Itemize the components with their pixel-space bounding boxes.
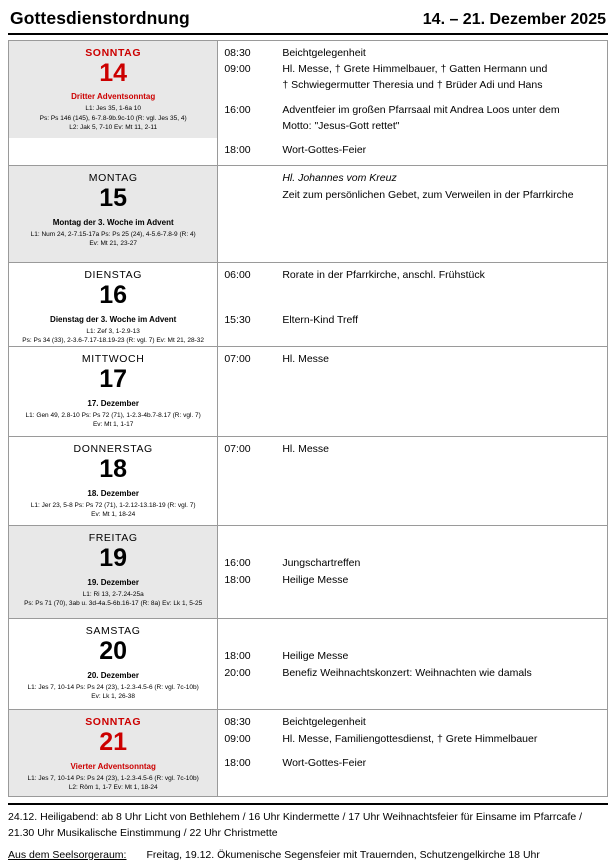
- event-time: 07:00: [224, 443, 251, 456]
- day-of-week: SAMSTAG: [85, 625, 141, 638]
- reading-l2: L2: Jak 5, 7-10: [69, 124, 113, 132]
- pastoral-area-label: Aus dem Seelsorgeraum:: [8, 848, 127, 861]
- reading-ev: Ev: Mt 1, 18-24: [113, 783, 158, 791]
- reading-l2-ev: [15, 123, 211, 132]
- event-item: [224, 103, 603, 118]
- page-title: Gottesdienstordnung: [10, 8, 190, 28]
- event-item: [224, 442, 603, 457]
- event-item: [224, 46, 603, 61]
- reading-ps: Ps: Ps 72 (71), 1-2.3-4b.7-8.17 (R: vgl. 7): [81, 411, 201, 419]
- reading-ps: Ps: Ps 146 (145), 6-7.8-9b.9c-10 (R: vgl. Jes 35, 4): [39, 114, 187, 122]
- event-text: Adventfeier im großen Pfarrsaal mit Andrea Loos unter dem: [282, 103, 560, 116]
- event-time: 06:00: [224, 269, 251, 282]
- readings-block: [13, 590, 213, 609]
- reading-l1: L1: Num 24, 2-7.15-17a: [30, 230, 100, 238]
- day-cell: [9, 263, 218, 347]
- reading-l2-ev: [15, 783, 211, 792]
- day-number: 16: [99, 281, 128, 310]
- table-row: [9, 166, 608, 263]
- event-time: 16:00: [224, 557, 251, 570]
- readings-block: [13, 230, 213, 249]
- feast-label: Dritter Adventsonntag: [71, 92, 156, 102]
- day-cell: [9, 437, 218, 526]
- table-row: [9, 41, 608, 166]
- event-text: Wort-Gottes-Feier: [282, 144, 367, 157]
- reading-l1: L1: Gen 49, 2.8-10: [25, 411, 80, 419]
- event-item: [224, 732, 603, 747]
- table-row: [9, 437, 608, 526]
- event-time: 18:00: [224, 756, 251, 769]
- event-time: 16:00: [224, 103, 251, 116]
- events-cell: [218, 347, 608, 437]
- reading-ev: Ev: Mt 1, 1-17: [92, 420, 134, 428]
- reading-ps-ev: [15, 599, 211, 608]
- events-cell: [218, 41, 608, 166]
- day-cell: [9, 166, 218, 263]
- day-number: 19: [99, 544, 128, 573]
- events-list: [218, 166, 607, 226]
- event-text: Heilige Messe: [282, 573, 349, 586]
- events-list: [218, 347, 607, 407]
- readings-block: [13, 327, 213, 346]
- event-time: 09:00: [224, 732, 251, 745]
- reading-l1-ps: [15, 501, 211, 510]
- reading-l1: L1: Jes 7, 10-14: [27, 683, 75, 691]
- day-number: 17: [99, 365, 128, 394]
- event-time: 08:30: [224, 47, 251, 59]
- event-text: Heilige Messe: [282, 650, 349, 663]
- day-cell: [9, 710, 218, 797]
- event-item: [224, 573, 603, 588]
- feast-label: Vierter Adventsonntag: [70, 761, 156, 771]
- reading-ev: Ev: Mt 21, 23-27: [89, 239, 138, 247]
- event-text: Wort-Gottes-Feier: [282, 756, 367, 769]
- event-text: † Schwiegermutter Theresia und † Brüder Adi und Hans: [282, 79, 543, 92]
- reading-l1-ps: [15, 411, 211, 420]
- feast-label: Dienstag der 3. Woche im Advent: [50, 314, 177, 324]
- event-item: [224, 666, 603, 681]
- event-time: 18:00: [224, 650, 251, 663]
- reading-l1: L1: Zef 3, 1-2.9-13: [86, 327, 140, 335]
- event-time: 09:00: [224, 63, 251, 76]
- reading-ps-ev: [15, 336, 211, 345]
- table-row: [9, 710, 608, 797]
- page-footer: [8, 803, 608, 863]
- day-of-week: DONNERSTAG: [73, 443, 153, 456]
- feast-label: 19. Dezember: [87, 577, 139, 587]
- day-cell: [9, 619, 218, 710]
- page-header: [8, 6, 608, 35]
- event-text: Hl. Messe: [282, 443, 330, 456]
- events-cell: [218, 263, 608, 347]
- day-cell: [9, 41, 218, 166]
- events-cell: [218, 619, 608, 710]
- readings-block: [13, 411, 213, 430]
- reading-l2: L2: Röm 1, 1-7: [68, 783, 112, 791]
- reading-ps: Ps: Ps 71 (70), 3ab u. 3d-4a.5-6b.16-17 (R: 8a): [24, 599, 161, 607]
- reading-ps: Ps: Ps 34 (33), 2-3.6-7.17-18.19-23 (R: vgl. 7): [22, 336, 155, 344]
- day-number: 14: [99, 59, 128, 87]
- events-cell: [218, 710, 608, 797]
- event-text: Beichtgelegenheit: [282, 716, 366, 729]
- event-item: [224, 78, 603, 93]
- table-row: [9, 347, 608, 437]
- reading-l1-ev: [15, 590, 211, 599]
- reading-ps: Ps: Ps 25 (24), 4-5.6-7.8-9 (R: 4): [101, 230, 196, 238]
- event-text: Hl. Messe: [282, 353, 330, 366]
- reading-l1: L1: Ri 13, 2-7.24-25a: [82, 590, 144, 598]
- event-text: Hl. Johannes vom Kreuz: [282, 172, 397, 185]
- events-list: [218, 619, 607, 687]
- reading-ev: Ev: Lk 1, 26-38: [91, 692, 136, 700]
- readings-block: [13, 683, 213, 702]
- events-cell: [218, 437, 608, 526]
- event-time: 08:30: [224, 716, 251, 729]
- event-item: [224, 352, 603, 367]
- reading-ps: Ps: Ps 24 (23), 1-2.3-4.5-6 (R: vgl. 7c-10b): [75, 683, 199, 691]
- day-of-week: MONTAG: [88, 172, 138, 185]
- reading-ev: Ev: Mt 11, 2-11: [114, 124, 158, 132]
- events-list: [218, 263, 607, 334]
- table-row: [9, 263, 608, 347]
- event-text: Rorate in der Pfarrkirche, anschl. Frühstück: [282, 269, 485, 282]
- event-item: [224, 171, 603, 186]
- event-item: [224, 62, 603, 77]
- day-number: 21: [99, 728, 128, 757]
- event-time: 18:00: [224, 144, 251, 157]
- table-row: [9, 619, 608, 710]
- date-range: 14. – 21. Dezember 2025: [422, 11, 606, 28]
- feast-label: 20. Dezember: [87, 670, 139, 680]
- table-row: [9, 526, 608, 619]
- readings-block: [13, 104, 213, 132]
- event-text: Eltern-Kind Treff: [282, 313, 359, 326]
- feast-label: 17. Dezember: [87, 398, 139, 408]
- event-item: [224, 756, 603, 771]
- events-list: [218, 710, 607, 778]
- day-of-week: DIENSTAG: [84, 269, 143, 282]
- event-item: [224, 143, 603, 158]
- reading-ev: Ev: Mt 1, 18-24: [91, 510, 136, 518]
- events-cell: [218, 166, 608, 263]
- day-of-week: SONNTAG: [85, 716, 142, 729]
- events-list: [218, 526, 607, 594]
- day-cell: [9, 526, 218, 619]
- feast-label: Montag der 3. Woche im Advent: [52, 217, 174, 227]
- event-text: Beichtgelegenheit: [282, 47, 366, 59]
- feast-label: 18. Dezember: [87, 488, 139, 498]
- day-of-week: SONNTAG: [85, 47, 142, 59]
- event-item: [224, 268, 603, 283]
- event-item: [224, 119, 603, 134]
- reading-l1-ps: [15, 774, 211, 783]
- event-time: 07:00: [224, 353, 251, 366]
- event-time: 20:00: [224, 666, 251, 679]
- event-item: [224, 313, 603, 328]
- event-text: Zeit zum persönlichen Gebet, zum Verweilen in der Pfarrkirche: [282, 188, 574, 201]
- christmas-eve-note: 24.12. Heiligabend: ab 8 Uhr Licht von Bethlehem / 16 Uhr Kindermette / 17 Uhr Weihnachtsfeier für Einsame im Pfarrcafe / 21.30 Uhr Musikalische Einstimmung / 22 Uhr Christmette: [8, 811, 583, 840]
- event-text: Jungschartreffen: [282, 557, 361, 570]
- event-text: Hl. Messe, † Grete Himmelbauer, † Gatten Hermann und: [282, 63, 548, 76]
- readings-block: [13, 501, 213, 520]
- reading-ps: Ps: Ps 24 (23), 1-2.3-4.5-6 (R: vgl. 7c-10b): [75, 774, 199, 782]
- event-item: [224, 649, 603, 664]
- reading-ev: Ev: Mt 21, 28-32: [156, 336, 205, 344]
- pastoral-area-row: [8, 848, 608, 864]
- events-list: [218, 437, 607, 497]
- service-schedule-table: [8, 40, 608, 797]
- reading-l1-ps: [15, 230, 211, 239]
- reading-l1: L1: Jes 7, 10-14: [27, 774, 75, 782]
- reading-ev: Ev: Lk 1, 5-25: [162, 599, 203, 607]
- event-text: Motto: "Jesus-Gott rettet": [282, 119, 400, 132]
- reading-l1: L1: Jer 23, 5-8: [30, 501, 73, 509]
- day-number: 20: [99, 637, 128, 666]
- day-number: 18: [99, 455, 128, 484]
- events-list: [218, 41, 607, 165]
- table-body: [9, 41, 608, 797]
- reading-l1-ps: [15, 683, 211, 692]
- reading-ps: Ps: Ps 72 (71), 1-2.12-13.18-19 (R: vgl. 7): [74, 501, 196, 509]
- events-cell: [218, 526, 608, 619]
- event-item: [224, 556, 603, 571]
- reading-l1: L1: Jes 35, 1-6a 10: [85, 105, 141, 113]
- day-cell: [9, 347, 218, 437]
- event-text: Benefiz Weihnachtskonzert: Weihnachten wie damals: [282, 666, 532, 679]
- readings-block: [13, 774, 213, 793]
- day-of-week: MITTWOCH: [81, 353, 145, 366]
- pastoral-area-text: Freitag, 19.12. Ökumenische Segensfeier mit Trauernden, Schutzengelkirche 18 Uhr: [146, 848, 540, 861]
- event-item: [224, 715, 603, 730]
- day-number: 15: [99, 184, 128, 213]
- event-text: Hl. Messe, Familiengottesdienst, † Grete Himmelbauer: [282, 732, 538, 745]
- event-item: [224, 188, 603, 203]
- event-time: 18:00: [224, 573, 251, 586]
- event-time: 15:30: [224, 313, 251, 326]
- day-of-week: FREITAG: [88, 532, 138, 545]
